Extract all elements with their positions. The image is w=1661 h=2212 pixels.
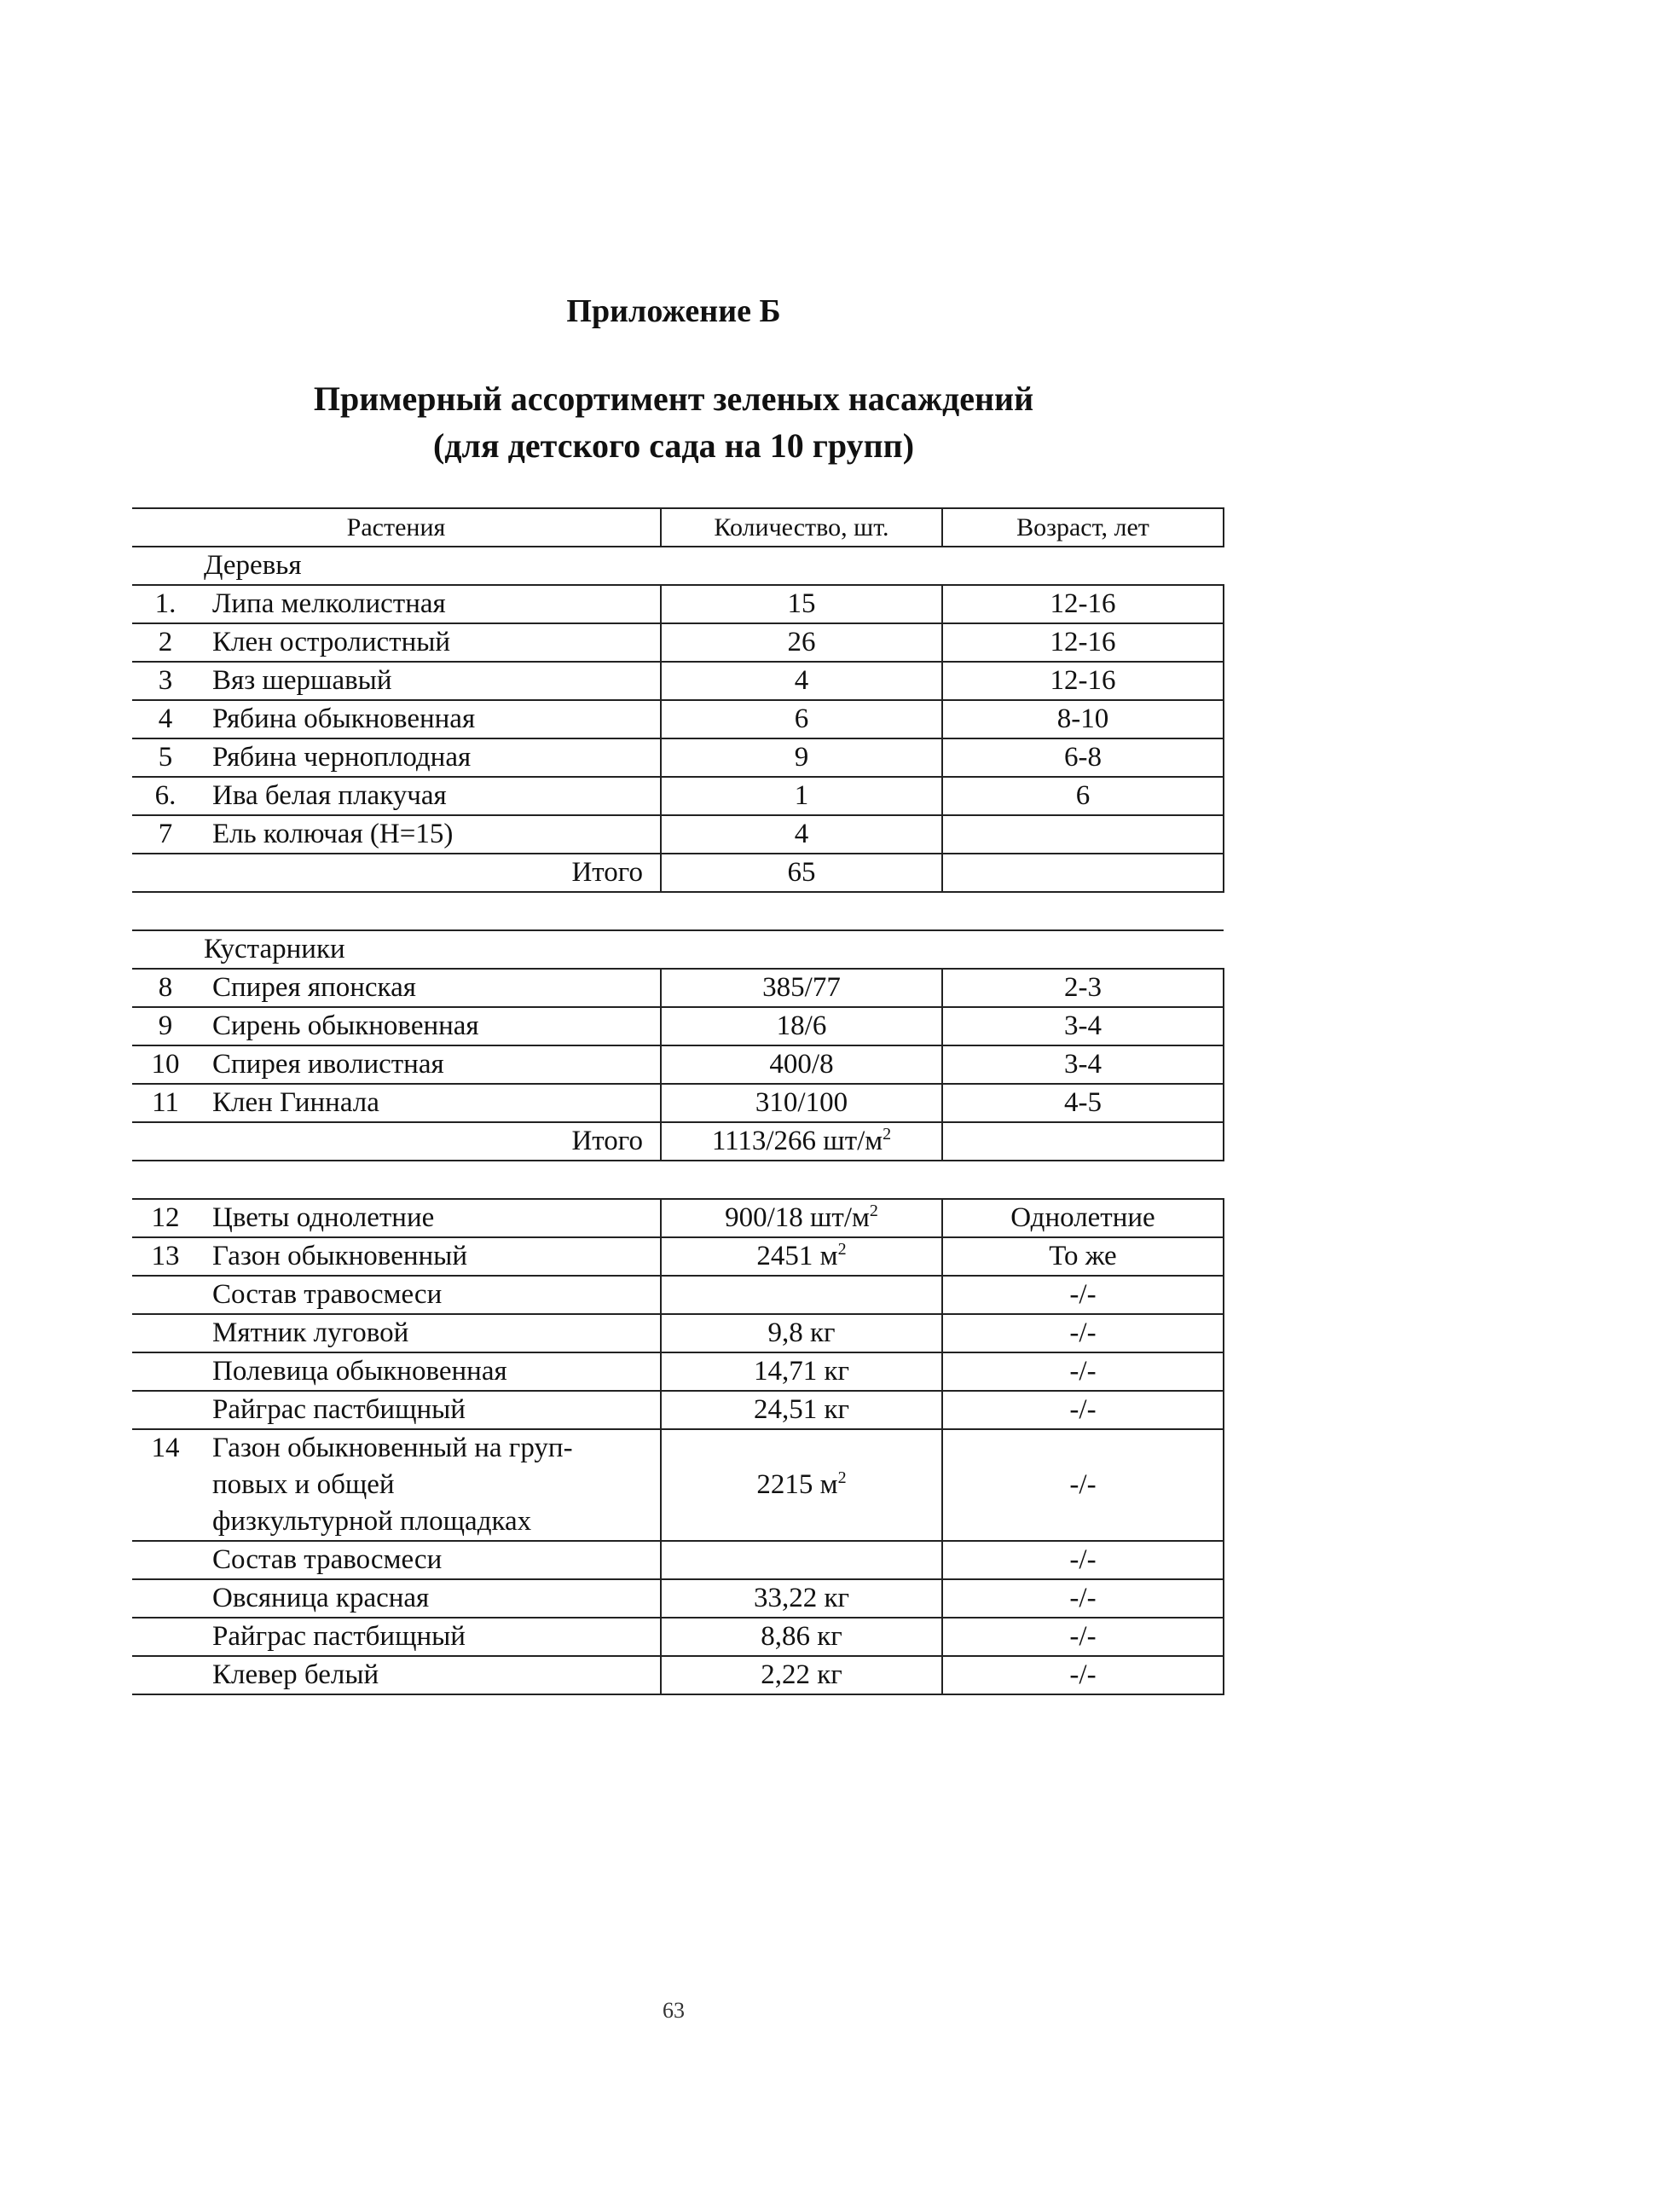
plant-name-cell: [132, 969, 661, 1007]
plant-name-cell: [132, 1314, 661, 1352]
page-title: [0, 375, 1347, 469]
row-number: 6.: [154, 780, 177, 811]
plant-name: Рябина обыкновенная: [212, 704, 476, 734]
plant-name: Газон обыкновенный: [212, 1241, 467, 1271]
plant-name-cell: [132, 700, 661, 738]
age-cell: 12-16: [942, 623, 1224, 662]
trees-section-row: [132, 547, 1224, 585]
age-cell: -/-: [942, 1314, 1224, 1352]
row-number: 3: [158, 665, 173, 696]
plant-name-cell: [132, 623, 661, 662]
quantity-value: 8,86 кг: [761, 1621, 842, 1652]
row-number: 7: [158, 819, 173, 849]
quantity-value: 2,22 кг: [761, 1659, 842, 1690]
plant-name: Клен Гиннала: [212, 1087, 379, 1118]
plant-name: Состав травосмеси: [212, 1544, 443, 1575]
age-cell: 3-4: [942, 1045, 1224, 1084]
table-row: [132, 1579, 1224, 1618]
age-cell: 12-16: [942, 585, 1224, 623]
quantity-cell: [661, 738, 942, 777]
plant-name-cell: [132, 1429, 661, 1541]
table-row: [132, 1618, 1224, 1656]
quantity-value: 1: [794, 780, 809, 811]
table-row: [132, 1199, 1224, 1237]
quantity-cell: [661, 1429, 942, 1541]
plant-name: Цветы однолетние: [212, 1202, 435, 1233]
plant-name: Состав травосмеси: [212, 1279, 443, 1310]
quantity-value: 18/6: [776, 1010, 827, 1041]
plant-name-cell: [132, 1391, 661, 1429]
plant-name-line: Газон обыкновенный на груп-: [212, 1433, 573, 1463]
quantity-cell: [661, 623, 942, 662]
quantity-cell: [661, 1541, 942, 1579]
plant-name-cell: [132, 777, 661, 815]
trees-total-value: 65: [787, 857, 816, 888]
age-cell: -/-: [942, 1579, 1224, 1618]
spacer-cell: [132, 1161, 1224, 1199]
quantity-value: 385/77: [762, 972, 841, 1003]
plant-name-cell: [132, 1276, 661, 1314]
plant-name: Райграс пастбищный: [212, 1621, 466, 1652]
quantity-cell: [661, 1618, 942, 1656]
age-cell: 4-5: [942, 1084, 1224, 1122]
plant-name: Липа мелколистная: [212, 588, 446, 619]
quantity-cell: [661, 777, 942, 815]
trees-total-value-cell: [661, 854, 942, 892]
plant-name: Райграс пастбищный: [212, 1394, 466, 1425]
plant-name-cell: [132, 1579, 661, 1618]
table-row: [132, 1429, 1224, 1541]
table-row: [132, 1007, 1224, 1045]
plant-name-cell: [132, 815, 661, 854]
plant-name-line: повых и общей: [212, 1469, 395, 1500]
quantity-unit-exponent: 2: [837, 1240, 847, 1259]
quantity-cell: [661, 1352, 942, 1391]
age-cell: -/-: [942, 1618, 1224, 1656]
quantity-value: 9,8 кг: [767, 1317, 836, 1348]
age-cell: 6-8: [942, 738, 1224, 777]
quantity-cell: [661, 1391, 942, 1429]
plant-name: Спирея японская: [212, 972, 416, 1003]
plant-name-cell: [132, 1618, 661, 1656]
age-cell: То же: [942, 1237, 1224, 1276]
shrubs-total-row: [132, 1122, 1224, 1161]
quantity-value: 9: [794, 742, 809, 773]
table-row: [132, 662, 1224, 700]
quantity-value: 15: [787, 588, 816, 619]
table-row: [132, 1541, 1224, 1579]
shrubs-total-value: 1113/266 шт/м: [711, 1126, 883, 1156]
table-row: [132, 1391, 1224, 1429]
appendix-label: Приложение Б: [566, 293, 781, 329]
shrubs-total-age-empty: [942, 1122, 1224, 1161]
plant-name-cell: [132, 1045, 661, 1084]
table-row: [132, 585, 1224, 623]
quantity-cell: [661, 815, 942, 854]
table-header-row: [132, 508, 1224, 547]
quantity-value: 6: [794, 704, 809, 734]
table-row: [132, 1237, 1224, 1276]
table-row: [132, 623, 1224, 662]
quantity-cell: [661, 1199, 942, 1237]
quantity-cell: [661, 1084, 942, 1122]
age-cell: -/-: [942, 1352, 1224, 1391]
quantity-cell: [661, 1656, 942, 1694]
shrubs-section-row: [132, 930, 1224, 969]
age-cell: 2-3: [942, 969, 1224, 1007]
row-number: 2: [158, 627, 173, 657]
age-cell: 6: [942, 777, 1224, 815]
title-line-1: Примерный ассортимент зеленых насаждений: [313, 379, 1034, 418]
plant-name: Ива белая плакучая: [212, 780, 447, 811]
quantity-cell: [661, 700, 942, 738]
quantity-value: 4: [794, 819, 809, 849]
table-row: [132, 1352, 1224, 1391]
table-row: [132, 1276, 1224, 1314]
table-row: [132, 1656, 1224, 1694]
row-number: 11: [152, 1087, 179, 1118]
plant-name: Рябина черноплодная: [212, 742, 472, 773]
header-plants: Растения: [132, 508, 661, 547]
title-line-2: (для детского сада на 10 групп): [432, 426, 915, 465]
quantity-cell: [661, 1579, 942, 1618]
age-cell: -/-: [942, 1541, 1224, 1579]
age-cell: [942, 815, 1224, 854]
plant-name-cell: [132, 585, 661, 623]
table-row: [132, 1084, 1224, 1122]
quantity-cell: [661, 1314, 942, 1352]
header-age: Возраст, лет: [942, 508, 1224, 547]
plant-name: Ель колючая (Н=15): [212, 819, 454, 849]
quantity-unit-exponent: 2: [869, 1202, 878, 1220]
quantity-cell: [661, 585, 942, 623]
plants-table: [132, 507, 1224, 1695]
table-row: [132, 1314, 1224, 1352]
spacer-cell: [132, 892, 1224, 930]
age-cell: 12-16: [942, 662, 1224, 700]
quantity-value: 310/100: [755, 1087, 848, 1118]
quantity-cell: [661, 1276, 942, 1314]
plant-name-cell: [132, 738, 661, 777]
quantity-value: 26: [787, 627, 816, 657]
quantity-value: 2451 м: [756, 1241, 838, 1271]
quantity-cell: [661, 1237, 942, 1276]
shrubs-total-label: Итого: [132, 1122, 661, 1161]
plant-name: Полевица обыкновенная: [212, 1356, 507, 1387]
row-number: 5: [158, 742, 173, 773]
shrubs-total-exponent: 2: [883, 1125, 892, 1144]
page-number: 63: [663, 1998, 685, 2023]
age-cell: 8-10: [942, 700, 1224, 738]
table-row: [132, 738, 1224, 777]
plant-name-cell: [132, 662, 661, 700]
row-number: 9: [158, 1010, 173, 1041]
table-row: [132, 969, 1224, 1007]
plant-name: Овсяница красная: [212, 1583, 430, 1613]
trees-section-text: Деревья: [204, 550, 302, 581]
quantity-value: 24,51 кг: [753, 1394, 850, 1425]
plant-name-cell: [132, 1656, 661, 1694]
plant-name: Сирень обыкновенная: [212, 1010, 479, 1041]
plant-name: Вяз шершавый: [212, 665, 392, 696]
age-cell: Однолетние: [942, 1199, 1224, 1237]
trees-total-age-empty: [942, 854, 1224, 892]
quantity-unit-exponent: 2: [837, 1468, 847, 1487]
table-row: [132, 1045, 1224, 1084]
quantity-value: 33,22 кг: [753, 1583, 850, 1613]
table-row: [132, 777, 1224, 815]
row-number: 10: [151, 1049, 180, 1080]
plant-name: Клен остролистный: [212, 627, 451, 657]
age-cell: -/-: [942, 1276, 1224, 1314]
plant-name: [195, 1430, 573, 1540]
row-number: 14: [151, 1433, 180, 1463]
quantity-value: 400/8: [769, 1049, 834, 1080]
plant-name-cell: [132, 1007, 661, 1045]
trees-total-row: [132, 854, 1224, 892]
quantity-value: 2215 м: [756, 1469, 838, 1500]
spacer-row: [132, 892, 1224, 930]
row-number: 12: [151, 1202, 180, 1233]
age-cell: -/-: [942, 1391, 1224, 1429]
row-number: 13: [151, 1241, 180, 1271]
shrubs-total-value-cell: [661, 1122, 942, 1161]
spacer-row: [132, 1161, 1224, 1199]
quantity-cell: [661, 1045, 942, 1084]
plant-name: Мятник луговой: [212, 1317, 409, 1348]
trees-total-label: Итого: [132, 854, 661, 892]
trees-section-label: [132, 547, 1224, 585]
plant-name-cell: [132, 1237, 661, 1276]
plant-name-cell: [132, 1352, 661, 1391]
quantity-cell: [661, 1007, 942, 1045]
plant-name-cell: [132, 1541, 661, 1579]
quantity-value: 14,71 кг: [753, 1356, 850, 1387]
quantity-value: 900/18 шт/м: [725, 1202, 870, 1233]
age-cell: -/-: [942, 1656, 1224, 1694]
row-number: 1.: [154, 588, 177, 619]
row-number: 4: [158, 704, 173, 734]
plant-name-cell: [132, 1199, 661, 1237]
table-row: [132, 700, 1224, 738]
plant-name: Спирея иволистная: [212, 1049, 444, 1080]
table-row: [132, 815, 1224, 854]
plants-table-body: [132, 508, 1224, 1694]
plant-name-line: физкультурной площадках: [212, 1506, 532, 1537]
plant-name-cell: [132, 1084, 661, 1122]
age-cell: 3-4: [942, 1007, 1224, 1045]
plant-name: Клевер белый: [212, 1659, 379, 1690]
row-number: 8: [158, 972, 173, 1003]
age-cell: -/-: [942, 1429, 1224, 1541]
quantity-cell: [661, 969, 942, 1007]
shrubs-section-label: [132, 930, 1224, 969]
quantity-value: 4: [794, 665, 809, 696]
quantity-cell: [661, 662, 942, 700]
shrubs-section-text: Кустарники: [204, 934, 345, 964]
header-quantity: Количество, шт.: [661, 508, 942, 547]
